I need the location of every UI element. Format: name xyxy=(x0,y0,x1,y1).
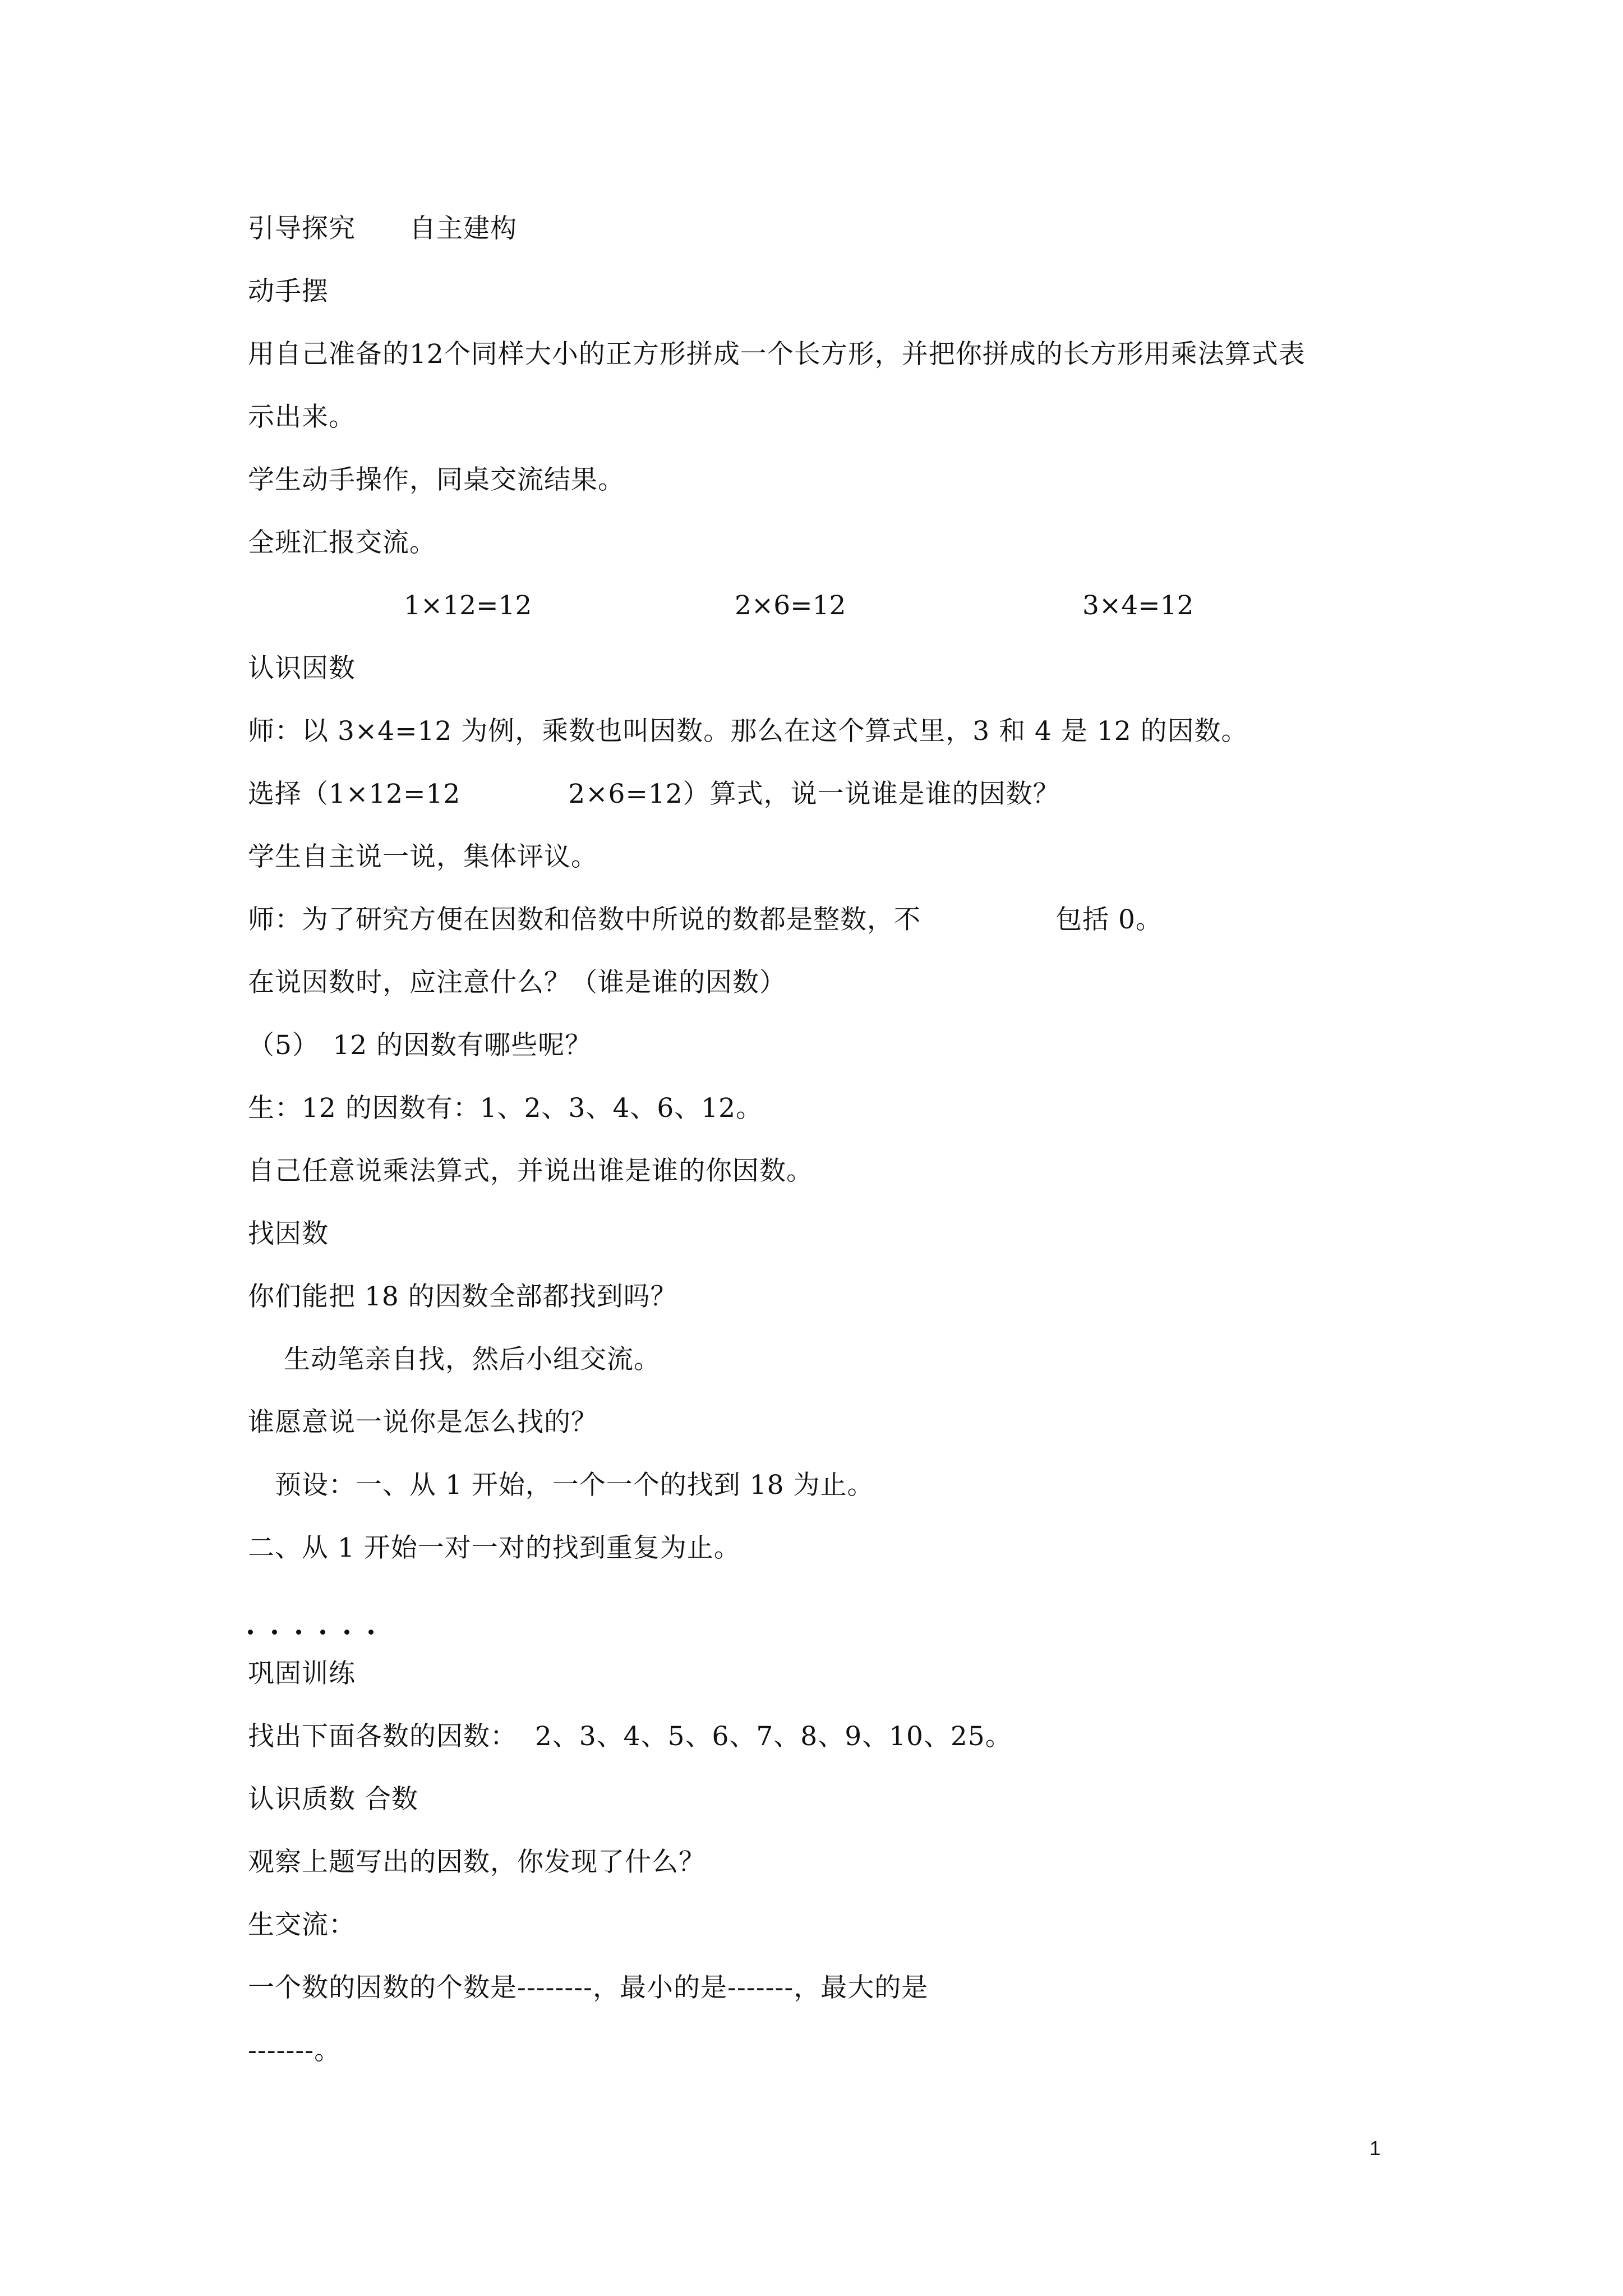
dot xyxy=(272,1630,277,1635)
paragraph-choose-equation: 选择（1×12=12 2×6=12）算式，说一说谁是谁的因数？ xyxy=(248,779,1060,809)
heading-consolidation: 巩固训练 xyxy=(248,1658,356,1689)
dot xyxy=(320,1630,325,1635)
paragraph-student-exchange: 生交流： xyxy=(248,1910,356,1940)
paragraph-factors-of-12-answer: 生：12 的因数有：1、2、3、4、6、12。 xyxy=(248,1093,763,1124)
dot xyxy=(248,1630,253,1635)
paragraph-fill-blank: 一个数的因数的个数是--------，最小的是-------，最大的是 xyxy=(248,1972,929,2003)
paragraph-fill-blank-cont: -------。 xyxy=(248,2035,342,2066)
paragraph-task: 用自己准备的12个同样大小的正方形拼成一个长方形，并把你拼成的长方形用乘法算式表 xyxy=(248,339,1306,370)
heading-recognize-factors: 认识因数 xyxy=(248,653,356,684)
dot xyxy=(344,1630,349,1635)
heading-find-factors: 找因数 xyxy=(248,1218,329,1249)
paragraph-teacher-integers: 师：为了研究方便在因数和倍数中所说的数都是整数，不 包括 0。 xyxy=(248,904,1163,935)
paragraph-class-report: 全班汇报交流。 xyxy=(248,527,436,558)
equation-3x4: 3×4=12 xyxy=(1082,590,1194,621)
paragraph-task-cont: 示出来。 xyxy=(248,402,356,432)
equation-2x6: 2×6=12 xyxy=(735,590,846,621)
heading-guided-inquiry: 引导探究 自主建构 xyxy=(248,213,517,244)
paragraph-students-discuss: 学生自主说一说，集体评议。 xyxy=(248,841,598,872)
ellipsis-dots xyxy=(248,1630,374,1635)
heading-hands-on: 动手摆 xyxy=(248,276,329,307)
heading-prime-composite: 认识质数 合数 xyxy=(248,1784,418,1815)
paragraph-factors-of-18: 你们能把 18 的因数全部都找到吗？ xyxy=(248,1281,677,1312)
paragraph-observe: 观察上题写出的因数，你发现了什么？ xyxy=(248,1847,706,1878)
paragraph-exercise: 找出下面各数的因数： 2、3、4、5、6、7、8、9、10、25。 xyxy=(248,1721,1012,1752)
dot xyxy=(368,1630,374,1635)
paragraph-preset-two: 二、从 1 开始一对一对的找到重复为止。 xyxy=(248,1533,741,1563)
paragraph-preset-one: 预设：一、从 1 开始，一个一个的找到 18 为止。 xyxy=(248,1470,874,1501)
equation-1x12: 1×12=12 xyxy=(404,590,532,621)
paragraph-free-equation: 自己任意说乘法算式，并说出谁是谁的你因数。 xyxy=(248,1156,813,1186)
page-number: 1 xyxy=(1370,2137,1381,2160)
paragraph-students-find: 生动笔亲自找，然后小组交流。 xyxy=(248,1344,661,1375)
paragraph-who-explains: 谁愿意说一说你是怎么找的？ xyxy=(248,1407,598,1438)
paragraph-teacher-example: 师：以 3×4=12 为例，乘数也叫因数。那么在这个算式里，3 和 4 是 12 的因数。 xyxy=(248,716,1248,747)
paragraph-factors-of-12-question: （5） 12 的因数有哪些呢？ xyxy=(248,1030,592,1061)
paragraph-students-operate: 学生动手操作，同桌交流结果。 xyxy=(248,464,625,495)
paragraph-attention: 在说因数时，应注意什么？（谁是谁的因数） xyxy=(248,967,786,998)
dot xyxy=(296,1630,301,1635)
